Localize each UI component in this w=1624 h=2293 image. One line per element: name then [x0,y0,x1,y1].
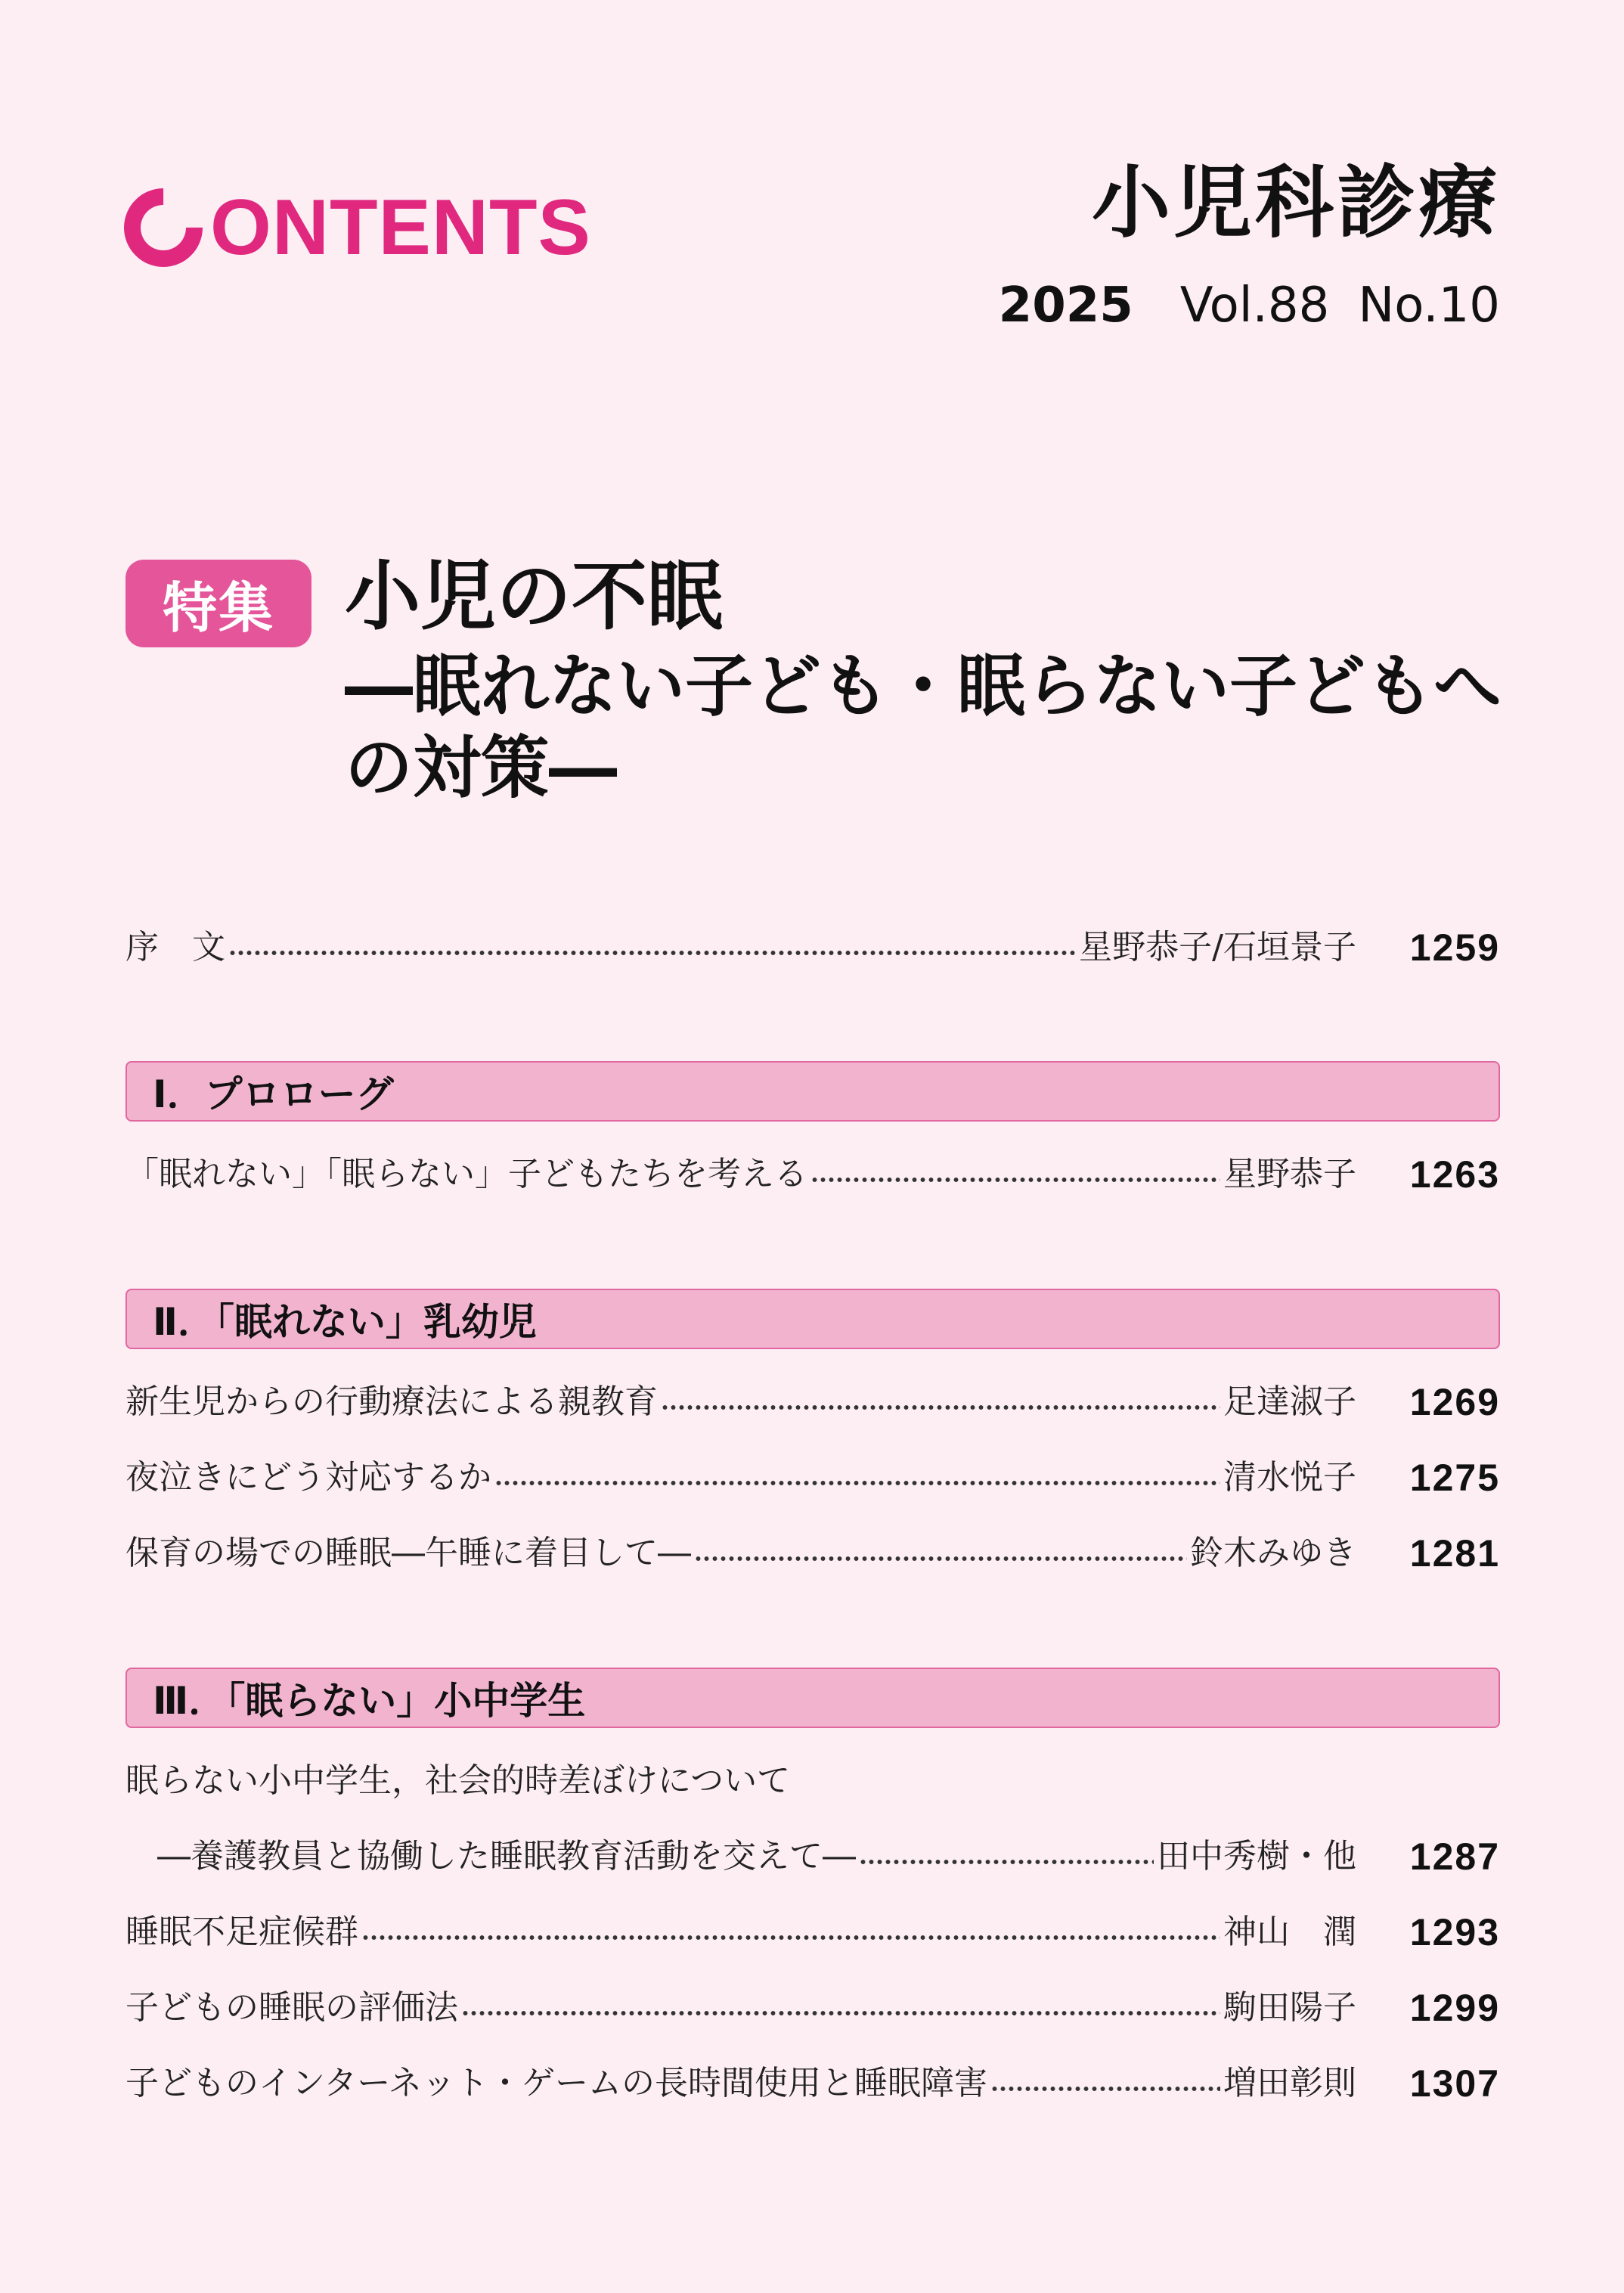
dot-leader [461,2009,1220,2018]
entry-page: 1275 [1409,1457,1500,1499]
entry-title: 子どもの睡眠の評価法 [126,1988,458,2027]
entry-title: 夜泣きにどう対応するか [126,1458,491,1497]
entry-page: 1287 [1409,1835,1500,1878]
dot-leader [361,1933,1220,1942]
dot-leader [810,1175,1220,1184]
issue-year: 2025 [998,278,1133,334]
toc-entry-title-line[interactable] [126,1755,1500,1807]
toc-entry[interactable] [126,1376,1500,1429]
toc-entry[interactable] [126,1981,1500,2034]
entry-title: 睡眠不足症候群 [126,1913,358,1951]
entry-page: 1281 [1409,1532,1500,1575]
dot-leader [661,1403,1220,1412]
toc-entry[interactable] [126,1148,1500,1201]
toc-entry[interactable] [126,1451,1500,1504]
entry-page: 1299 [1409,1987,1500,2029]
entry-author: 鈴木みゆき [1190,1534,1356,1572]
entry-author: 神山 潤 [1223,1913,1356,1951]
logo-text: ONTENTS [210,184,591,271]
dot-leader [990,2084,1220,2093]
feature-title-main: 小児の不眠 [345,552,723,641]
entry-page: 1293 [1409,1911,1500,1953]
dot-leader [228,948,1076,957]
feature-title [345,552,1509,809]
journal-title: 小児科診療 [1091,157,1500,249]
entry-subtitle: ―養護教員と協働した睡眠教育活動を交えて― [157,1837,856,1876]
issue-info [998,278,1500,334]
logo-c-mark [107,172,218,283]
toc-entry[interactable] [126,1906,1500,1959]
section-header-3: Ⅲ．「眠らない」小中学生 [126,1668,1500,1728]
feature-tag: 特集 [126,560,311,647]
entry-author: 足達淑子 [1223,1382,1356,1421]
entry-author: 駒田陽子 [1223,1988,1356,2027]
entry-title: 序 文 [126,928,225,967]
issue-number: No.10 [1358,278,1500,334]
entry-title: 眠らない小中学生，社会的時差ぼけについて [126,1761,791,1800]
entry-title: 「眠れない」「眠らない」子どもたちを考える [126,1155,807,1193]
entry-author: 清水悦子 [1223,1458,1356,1497]
entry-page: 1307 [1409,2062,1500,2105]
dot-leader [494,1479,1220,1488]
feature-title-sub: ―眠れない子ども・眠らない子どもへの対策― [345,647,1502,808]
section-header-2: Ⅱ．「眠れない」乳幼児 [126,1289,1500,1349]
toc-entry[interactable] [126,2057,1500,2110]
entry-title: 保育の場での睡眠―午睡に着目して― [126,1534,691,1572]
toc-entry-preface[interactable] [126,921,1500,974]
entry-author: 田中秀樹・他 [1157,1837,1356,1876]
dot-leader [859,1857,1154,1866]
entry-page: 1259 [1409,926,1500,969]
entry-page: 1269 [1409,1381,1500,1423]
section-header-1: Ⅰ．プロローグ [126,1061,1500,1122]
entry-title: 子どものインターネット・ゲームの長時間使用と睡眠障害 [126,2064,988,2102]
toc-entry[interactable] [157,1830,1500,1883]
dot-leader [694,1554,1187,1563]
contents-logo [124,178,591,277]
entry-author: 増田彰則 [1223,2064,1356,2102]
entry-author: 星野恭子/石垣景子 [1079,928,1356,967]
entry-author: 星野恭子 [1223,1155,1356,1193]
toc-entry[interactable] [126,1527,1500,1580]
entry-title: 新生児からの行動療法による親教育 [126,1382,658,1421]
issue-volume: Vol.88 [1179,278,1330,334]
entry-page: 1263 [1409,1153,1500,1196]
